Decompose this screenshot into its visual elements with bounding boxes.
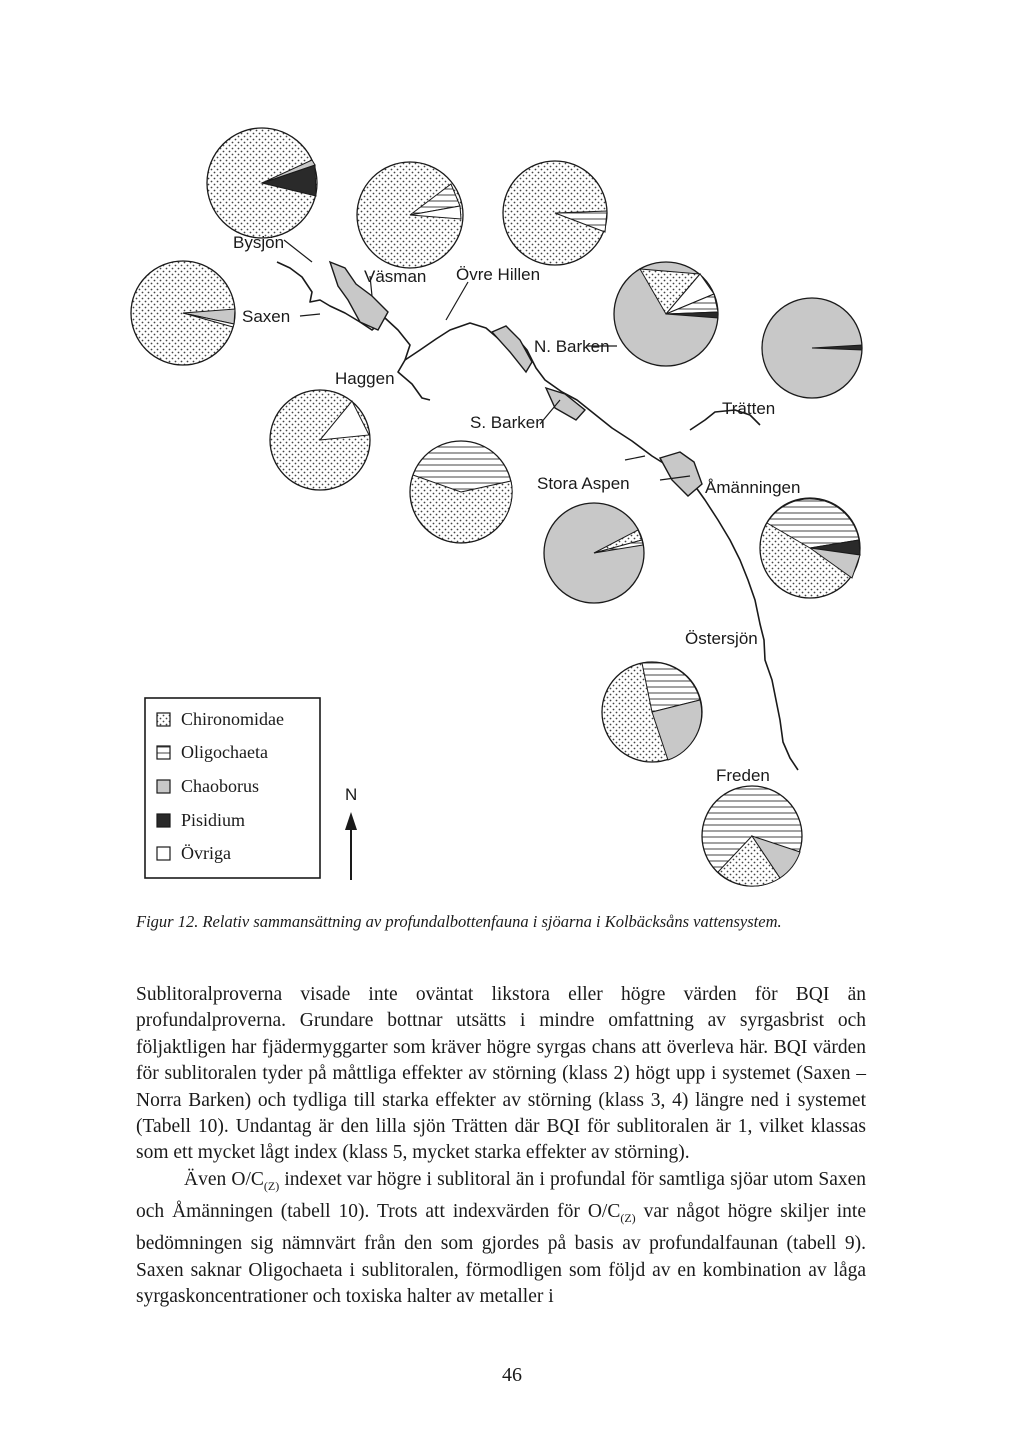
pie-ovre-hillen: [503, 161, 607, 265]
oc-z-subscript-2: (Z): [620, 1211, 636, 1226]
pie-haggen: [270, 390, 370, 490]
page-number: 46: [502, 1364, 522, 1386]
label-vasman: Väsman: [364, 267, 427, 286]
paragraph-2-part-c: var något högre skiljer inte bedömningen sig nämnvärt från den som gjordes på basis av profundalfaunan (tabell 9). Saxen saknar Oligochaeta i sublitoralen, förmodligen som följd av en kombination av låga syrgaskoncentrationer och toxiska halter av metaller i: [136, 1201, 866, 1308]
label-tratten: Trätten: [722, 399, 776, 418]
label-ostersjon: Östersjön: [685, 629, 758, 648]
pie-tratten: [762, 298, 862, 398]
label-amanningen: Åmänningen: [705, 478, 801, 497]
legend-swatch-chironomidae: [157, 713, 170, 726]
legend-label-ovriga: Övriga: [181, 843, 231, 863]
pie-bysjon: [207, 128, 317, 238]
label-stora-aspen: Stora Aspen: [537, 474, 630, 493]
legend-swatch-chaoborus: [157, 780, 170, 793]
label-haggen: Haggen: [335, 369, 395, 388]
pie-s-barken: [410, 441, 512, 543]
label-bysjon: Bysjön: [233, 233, 285, 252]
pie-freden: [702, 786, 802, 886]
caption-figure-number: Figur 12.: [136, 912, 199, 931]
caption-text: Relativ sammansättning av profundalbottenfauna i sjöarna i Kolbäcksåns vattensystem.: [202, 912, 782, 931]
legend-label-chironomidae: Chironomidae: [181, 709, 284, 729]
paragraph-2-part-a: Även O/C: [184, 1168, 264, 1190]
pie-saxen: [131, 261, 235, 365]
legend-swatch-oligochaeta: [157, 746, 170, 759]
legend-swatch-ovriga: [157, 847, 170, 860]
legend-label-chaoborus: Chaoborus: [181, 776, 259, 796]
pie-n-barken: [614, 262, 718, 366]
paragraph-2-part-b: indexet var högre i sublitoral än i profundal för samtliga sjöar utom Saxen och Åmänningen (tabell 10). Trots att indexvärden för O/C: [136, 1168, 867, 1223]
north-arrow: [345, 785, 357, 880]
legend-label-pisidium: Pisidium: [181, 810, 246, 830]
legend-swatch-pisidium: [157, 814, 170, 827]
label-ovre-hillen: Övre Hillen: [456, 265, 541, 284]
paragraph-2: [136, 1167, 866, 1311]
body-text: [136, 982, 866, 1311]
legend: [145, 698, 320, 878]
label-freden: Freden: [716, 766, 770, 785]
label-saxen: Saxen: [242, 307, 291, 326]
figure-caption: [136, 913, 896, 931]
pie-ostersjon: [602, 662, 702, 762]
pie-vasman: [357, 162, 463, 268]
oc-z-subscript-1: (Z): [263, 1178, 280, 1193]
label-n-barken: N. Barken: [534, 337, 610, 356]
legend-label-oligochaeta: Oligochaeta: [181, 742, 268, 762]
paragraph-1: Sublitoralproverna visade inte oväntat likstora eller högre värden för BQI än profundalproverna. Grundare bottnar utsätts i mindre omfattning av syrgasbrist och följaktligen har fjädermyggarter som kräver högre syrgas chans att överleva här. BQI värden för sublitoralen tyder på måttliga effekter av störning (klass 2) högt upp i systemet (Saxen – Norra Barken) och tydliga till starka effekter av störning (klass 3, 4) längre ned i systemet (Tabell 10). Undantag är den lilla sjön Trätten där BQI för sublitoralen är 1, vilket klassas som ett mycket lågt index (klass 5, mycket starka effekter av störning).: [136, 984, 866, 1164]
north-label: N: [345, 785, 358, 804]
label-s-barken: S. Barken: [470, 413, 545, 432]
pie-stora-aspen: [544, 503, 644, 603]
pie-amanningen: [760, 498, 860, 598]
